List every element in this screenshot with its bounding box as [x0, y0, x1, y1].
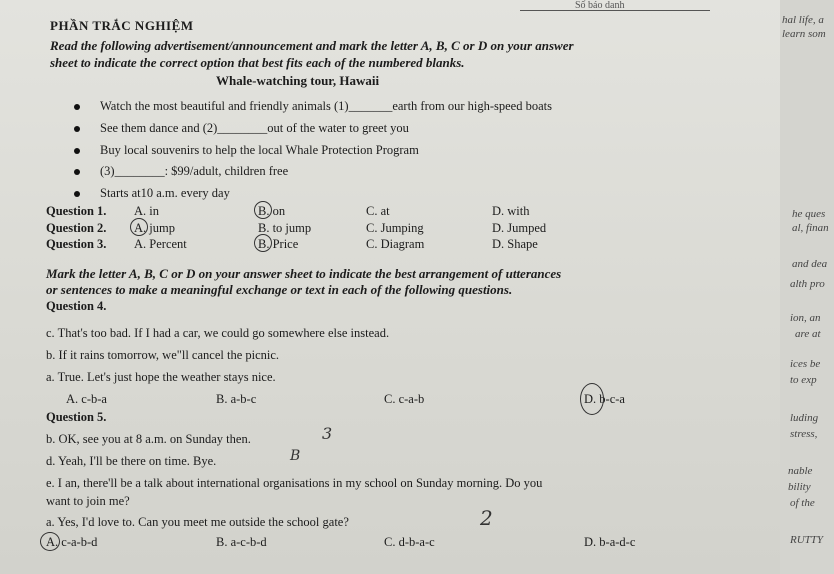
margin-note-16: RUTTY — [790, 534, 824, 546]
instruction-1-line-1: Read the following advertisement/announcement and mark the letter A, B, C or D on your answer — [50, 38, 574, 53]
question-1-label: Question 1. — [46, 204, 107, 218]
ad-title: Whale-watching tour, Hawaii — [216, 73, 380, 88]
answer-circle-q3 — [254, 234, 272, 252]
margin-note-11: luding — [790, 412, 819, 424]
question-4-option-b[interactable]: B. a-b-c — [216, 392, 257, 406]
question-5-line-e: e. I an, there'll be a talk about international organisations in my school on Sunday morning. Do you — [46, 476, 543, 490]
answer-circle-q2 — [130, 218, 148, 236]
question-4-option-c[interactable]: C. c-a-b — [384, 392, 425, 406]
question-4-line-b: b. If it rains tomorrow, we"ll cancel the picnic. — [46, 348, 280, 362]
ad-bullet-2: See them dance and (2)________out of the water to greet you — [100, 121, 409, 135]
question-5-line-a: a. Yes, I'd love to. Can you meet me outside the school gate? — [46, 515, 349, 529]
question-4-option-a[interactable]: A. c-b-a — [66, 392, 107, 406]
question-2-label: Question 2. — [46, 221, 107, 235]
answer-circle-q4 — [580, 383, 604, 415]
question-2-option-a[interactable]: A. jump — [134, 221, 175, 235]
question-1-option-c[interactable]: C. at — [366, 204, 390, 218]
question-1-option-a[interactable]: A. in — [134, 204, 159, 218]
question-3-option-b[interactable]: B. Price — [258, 237, 299, 251]
question-3-option-a[interactable]: A. Percent — [134, 237, 187, 251]
question-2-option-c[interactable]: C. Jumping — [366, 221, 424, 235]
margin-note-15: of the — [790, 497, 815, 509]
margin-note-2: learn som — [782, 28, 826, 40]
question-3-option-d[interactable]: D. Shape — [492, 237, 538, 251]
handwritten-mark-2: 2 — [480, 506, 493, 530]
handwritten-mark-3: 3 — [322, 424, 333, 443]
answer-circle-q1 — [254, 201, 272, 219]
question-5-line-d: d. Yeah, I'll be there on time. Bye. — [46, 454, 217, 468]
margin-note-4: al, finan — [792, 222, 829, 234]
margin-note-1: hal life, a — [782, 14, 824, 26]
question-4-label: Question 4. — [46, 299, 107, 313]
margin-note-3: he ques — [792, 208, 826, 220]
margin-note-7: ion, an — [790, 312, 821, 324]
margin-note-14: bility — [788, 481, 811, 493]
ad-bullet-4: (3)________: $99/adult, children free — [100, 164, 289, 178]
ad-bullet-5: Starts at10 a.m. every day — [100, 186, 230, 200]
instruction-1-line-2: sheet to indicate the correct option that best fits each of the numbered blanks. — [50, 55, 465, 70]
question-1-option-d[interactable]: D. with — [492, 204, 530, 218]
question-5-option-a[interactable]: A. c-a-b-d — [46, 535, 98, 549]
margin-note-8: are at — [795, 328, 821, 340]
margin-note-13: nable — [788, 465, 813, 477]
question-5-option-c[interactable]: C. d-b-a-c — [384, 535, 435, 549]
margin-note-12: stress, — [790, 428, 818, 440]
question-5-option-d[interactable]: D. b-a-d-c — [584, 535, 636, 549]
answer-circle-q5 — [40, 532, 60, 551]
margin-note-5: and dea — [792, 258, 828, 270]
instruction-2-line-2: or sentences to make a meaningful exchange or text in each of the following questions. — [46, 282, 513, 297]
handwritten-mark-b: B — [290, 448, 301, 464]
question-5-option-b[interactable]: B. a-c-b-d — [216, 535, 267, 549]
ad-bullet-3: Buy local souvenirs to help the local Whale Protection Program — [100, 143, 419, 157]
ad-bullet-1: Watch the most beautiful and friendly animals (1)_______earth from our high-speed boats — [100, 99, 552, 113]
section-title: PHẦN TRẮC NGHIỆM — [50, 18, 194, 33]
margin-note-10: to exp — [790, 374, 817, 386]
candidate-number-label: Số báo danh — [575, 0, 625, 11]
question-5-line-b: b. OK, see you at 8 a.m. on Sunday then. — [46, 432, 251, 446]
margin-note-6: alth pro — [790, 278, 825, 290]
question-4-line-c: c. That's too bad. If I had a car, we could go somewhere else instead. — [46, 326, 390, 340]
instruction-2-line-1: Mark the letter A, B, C or D on your answer sheet to indicate the best arrangement of utterances — [46, 266, 562, 281]
margin-note-9: ices be — [790, 358, 821, 370]
question-4-line-a: a. True. Let's just hope the weather stays nice. — [46, 370, 276, 384]
question-5-label: Question 5. — [46, 410, 107, 424]
question-4-option-d[interactable]: D. b-c-a — [584, 392, 625, 406]
question-2-option-b[interactable]: B. to jump — [258, 221, 312, 235]
question-3-option-c[interactable]: C. Diagram — [366, 237, 425, 251]
question-1-option-b[interactable]: B. on — [258, 204, 286, 218]
question-2-option-d[interactable]: D. Jumped — [492, 221, 547, 235]
question-5-line-e-cont: want to join me? — [46, 494, 130, 508]
question-3-label: Question 3. — [46, 237, 107, 251]
